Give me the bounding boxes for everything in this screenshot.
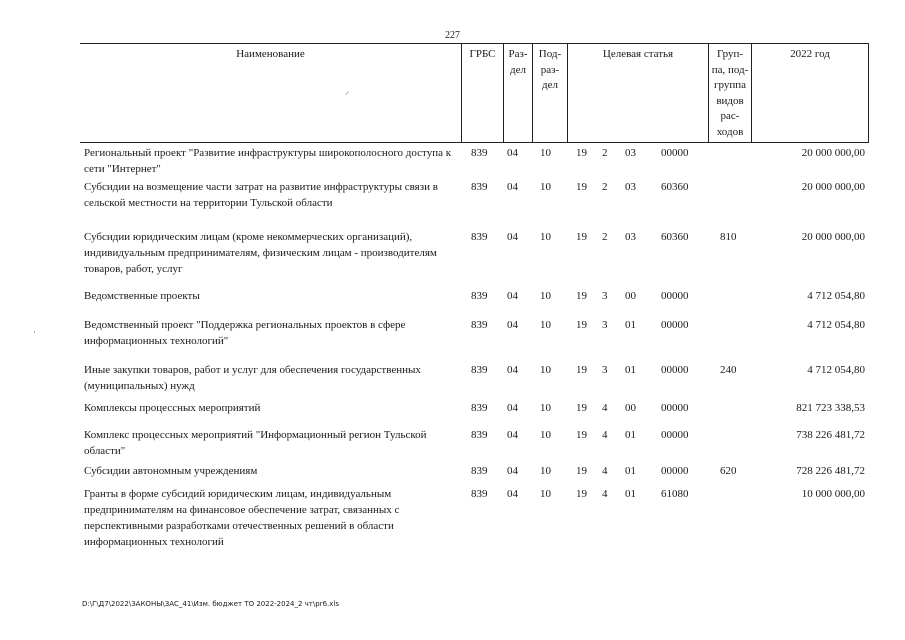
cell-razdel: 04	[507, 181, 518, 193]
cell-t2: 4	[602, 429, 608, 441]
cell-t2: 2	[602, 147, 608, 159]
cell-t4: 00000	[661, 364, 689, 376]
cell-razdel: 04	[507, 429, 518, 441]
cell-podrazdel: 10	[540, 402, 551, 414]
cell-podrazdel: 10	[540, 147, 551, 159]
cell-amount: 728 226 481,72	[796, 465, 865, 477]
cell-t4: 00000	[661, 465, 689, 477]
cell-amount: 821 723 338,53	[796, 402, 865, 414]
cell-t2: 3	[602, 364, 608, 376]
table-header	[80, 43, 869, 143]
cell-razdel: 04	[507, 488, 518, 500]
cell-amount: 4 712 054,80	[807, 290, 865, 302]
cell-t1: 19	[576, 364, 587, 376]
cell-amount: 4 712 054,80	[807, 364, 865, 376]
cell-t3: 01	[625, 429, 636, 441]
cell-t2: 2	[602, 181, 608, 193]
cell-podrazdel: 10	[540, 181, 551, 193]
cell-razdel: 04	[507, 465, 518, 477]
cell-podrazdel: 10	[540, 290, 551, 302]
cell-t3: 00	[625, 402, 636, 414]
cell-t1: 19	[576, 290, 587, 302]
cell-razdel: 04	[507, 319, 518, 331]
cell-vid: 240	[720, 364, 737, 376]
cell-name: Комплекс процессных мероприятий "Информационный регион Тульской области"	[84, 429, 427, 457]
cell-amount: 10 000 000,00	[801, 488, 865, 500]
cell-grbs: 839	[471, 488, 488, 500]
cell-t1: 19	[576, 429, 587, 441]
cell-t3: 03	[625, 181, 636, 193]
cell-t1: 19	[576, 319, 587, 331]
cell-vid: 620	[720, 465, 737, 477]
cell-name: Гранты в форме субсидий юридическим лицам, индивидуальным предпринимателям на финансовое обеспечение затрат, связанных с перспективными разработками отечественных решений в области информационных технологий	[84, 488, 400, 548]
cell-t3: 01	[625, 488, 636, 500]
cell-t1: 19	[576, 488, 587, 500]
header-podrazdel: Под- раз- дел	[532, 44, 567, 142]
cell-amount: 738 226 481,72	[796, 429, 865, 441]
cell-t2: 4	[602, 465, 608, 477]
cell-grbs: 839	[471, 429, 488, 441]
cell-name: Комплексы процессных мероприятий	[84, 402, 261, 414]
page-number: 227	[445, 30, 460, 41]
cell-amount: 4 712 054,80	[807, 319, 865, 331]
cell-t3: 00	[625, 290, 636, 302]
cell-amount: 20 000 000,00	[801, 181, 865, 193]
cell-razdel: 04	[507, 147, 518, 159]
cell-t2: 3	[602, 319, 608, 331]
cell-name: Региональный проект "Развитие инфраструктуры широкополосного доступа к сети "Интернет"	[84, 147, 452, 175]
cell-t2: 2	[602, 231, 608, 243]
cell-name: Ведомственные проекты	[84, 290, 200, 302]
cell-amount: 20 000 000,00	[801, 147, 865, 159]
cell-t4: 60360	[661, 181, 689, 193]
cell-t4: 60360	[661, 231, 689, 243]
cell-t3: 01	[625, 364, 636, 376]
cell-t4: 61080	[661, 488, 689, 500]
cell-t4: 00000	[661, 147, 689, 159]
cell-t2: 3	[602, 290, 608, 302]
cell-podrazdel: 10	[540, 319, 551, 331]
cell-t1: 19	[576, 402, 587, 414]
cell-t4: 00000	[661, 402, 689, 414]
cell-podrazdel: 10	[540, 488, 551, 500]
cell-name: Субсидии автономным учреждениям	[84, 465, 258, 477]
cell-vid: 810	[720, 231, 737, 243]
cell-t1: 19	[576, 181, 587, 193]
cell-t1: 19	[576, 231, 587, 243]
cell-t2: 4	[602, 488, 608, 500]
cell-t4: 00000	[661, 429, 689, 441]
cell-podrazdel: 10	[540, 231, 551, 243]
cell-grbs: 839	[471, 147, 488, 159]
cell-t3: 01	[625, 465, 636, 477]
footer-path: D:\Г\Д7\2022\ЗАКОНЫ\ЗАС_41\Изм. бюджет ТО 2022-2024_2 чт\pr6.xls	[82, 600, 339, 608]
scan-mark: ⸝	[345, 86, 350, 96]
header-year: 2022 год	[751, 44, 869, 142]
cell-grbs: 839	[471, 231, 488, 243]
cell-podrazdel: 10	[540, 364, 551, 376]
cell-t4: 00000	[661, 290, 689, 302]
header-grbs: ГРБС	[461, 44, 503, 142]
cell-name: Ведомственный проект "Поддержка региональных проектов в сфере информационных технологий"	[84, 319, 406, 347]
cell-grbs: 839	[471, 181, 488, 193]
cell-name: Иные закупки товаров, работ и услуг для обеспечения государственных (муниципальных) нужд	[84, 364, 421, 392]
cell-t3: 03	[625, 147, 636, 159]
cell-grbs: 839	[471, 465, 488, 477]
cell-grbs: 839	[471, 402, 488, 414]
scan-mark: ·	[33, 327, 36, 337]
cell-razdel: 04	[507, 231, 518, 243]
cell-t2: 4	[602, 402, 608, 414]
cell-t4: 00000	[661, 319, 689, 331]
header-name: Наименование	[236, 48, 305, 60]
cell-razdel: 04	[507, 290, 518, 302]
header-target: Целевая статья	[567, 44, 708, 142]
cell-name: Субсидии юридическим лицам (кроме некоммерческих организаций), индивидуальным предпринимателям, физическим лицам - производителям товаров, работ, услуг	[84, 231, 437, 275]
cell-razdel: 04	[507, 402, 518, 414]
cell-name: Субсидии на возмещение части затрат на развитие инфраструктуры связи в сельской местности на территории Тульской области	[84, 181, 438, 209]
cell-t1: 19	[576, 147, 587, 159]
cell-t1: 19	[576, 465, 587, 477]
cell-t3: 01	[625, 319, 636, 331]
header-razdel: Раз- дел	[503, 44, 532, 142]
cell-podrazdel: 10	[540, 429, 551, 441]
header-vid: Груп- па, под- группа видов рас- ходов	[708, 44, 751, 142]
cell-amount: 20 000 000,00	[801, 231, 865, 243]
cell-t3: 03	[625, 231, 636, 243]
cell-podrazdel: 10	[540, 465, 551, 477]
cell-razdel: 04	[507, 364, 518, 376]
cell-grbs: 839	[471, 290, 488, 302]
cell-grbs: 839	[471, 364, 488, 376]
cell-grbs: 839	[471, 319, 488, 331]
